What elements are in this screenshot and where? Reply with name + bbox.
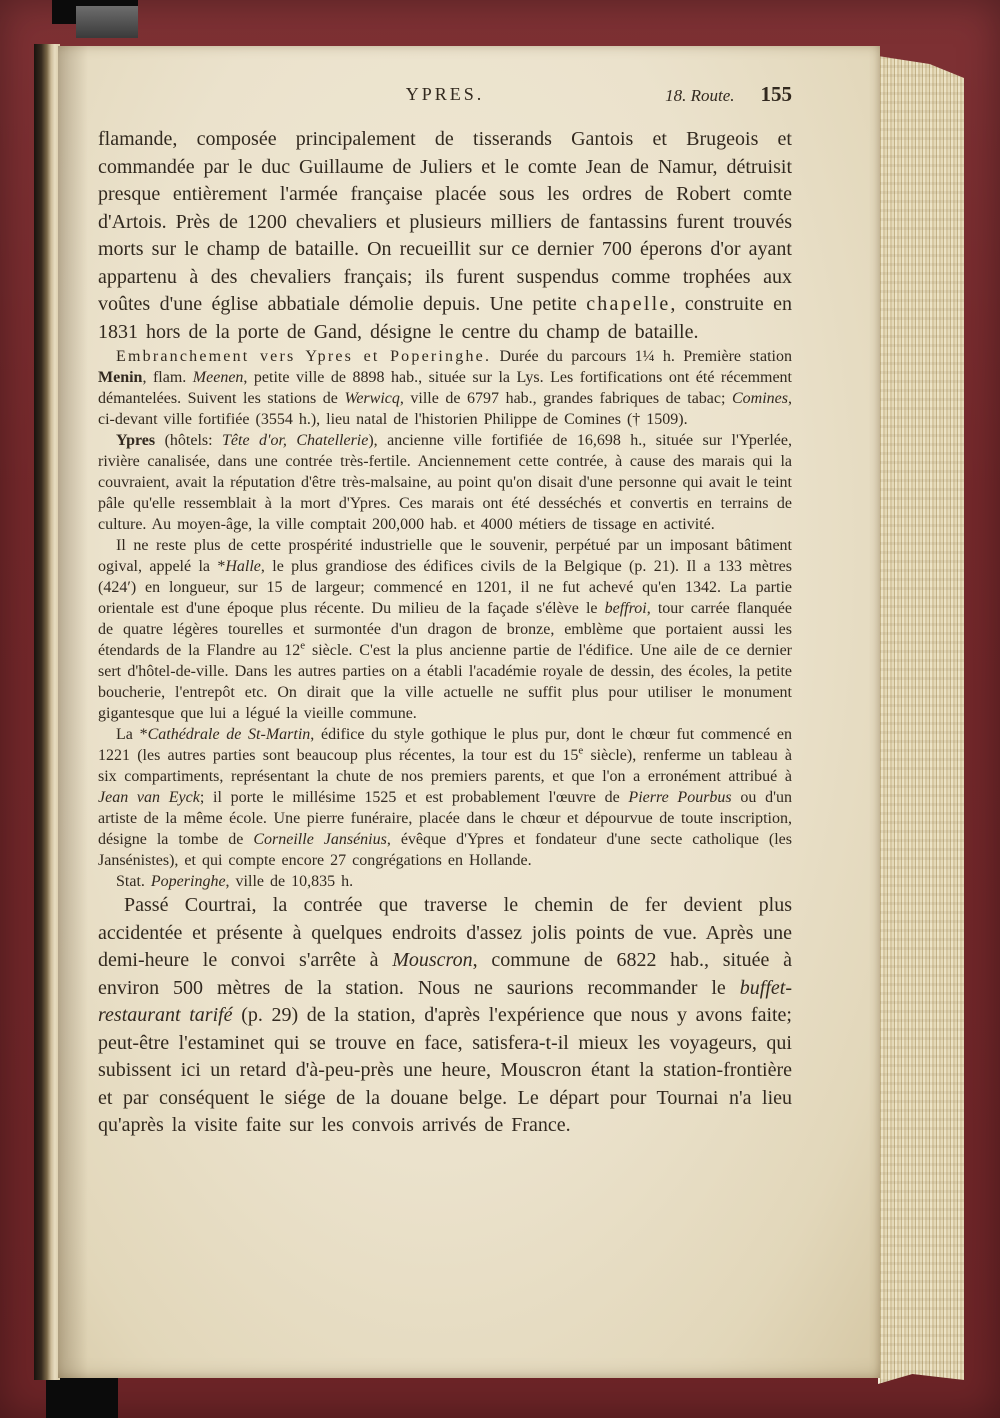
text-segment: , ville de 6797 hab., grandes fabriques de tabac; — [399, 390, 732, 407]
text-segment: Werwicq — [344, 390, 400, 407]
text-segment: Tête d'or, Chatellerie — [222, 432, 369, 449]
paragraph — [98, 535, 792, 724]
text-segment: flamande, composée principalement de tisserands Gantois et Brugeois et commandée par le duc Guillaume de Juliers et le comte Jean de Namur, détruisit presque entièrement l'armée française placée sous les ordres de Robert comte d'Artois. Près de 1200 chevaliers et plusieurs milliers de fantassins furent trouvés morts sur le champ de bataille. On recueillit sur ce dernier 700 éperons d'or ayant appartenu à des chevaliers français; ils furent suspendus comme trophées aux voûtes d'une église abbatiale démolie depuis. Une petite — [98, 128, 792, 315]
text-segment: ), ancienne ville fortifiée de 16,698 h., située sur l'Yperlée, rivière canalisée, dans une contrée très-fertile. Anciennement cette contrée, à cause des marais qui la couvraient, avait la réputation d'être très-malsaine, au point qu'on disait d'une personne qui avait le teint pâle qu'elle ressemblait à la mort d'Ypres. Ces marais ont été desséchés et convertis en terrains de culture. Au moyen-âge, la ville comptait 200,000 hab. et 4000 métiers de tissage en activité. — [98, 432, 793, 533]
text-segment: (p. 29) de la station, d'après l'expérience que nous y avons faite; peut-être l'estaminet qui se trouve en face, satisfera-t-il mieux les voyageurs, qui subissent ici un retard d'à-peu-près une heure, Mouscron étant la station-frontière et par conséquent le siége de la douane belge. Le départ pour Tournai n'a lieu qu'après la visite faite sur les convois arrivés de France. — [98, 1004, 792, 1136]
paragraph — [98, 430, 792, 535]
text-segment: , ci-devant ville fortifiée (3554 h.), lieu natal de l'historien Philippe de Comines († 1509). — [98, 390, 792, 428]
text-segment: , ville de 10,835 h. — [225, 873, 354, 890]
text-segment: Pierre Pourbus — [628, 789, 732, 806]
text-segment: , commune de 6822 hab., située à environ 500 mètres de la station. Nous ne saurions recommander le — [98, 949, 792, 999]
text-segment: Ypres — [116, 432, 156, 449]
text-segment: Menin — [98, 369, 143, 386]
page-header-right — [665, 82, 792, 107]
text-segment: siècle), renferme un tableau à six compartiments, représentant la chute de nos premiers parents, et que l'on a erronément attribué à — [98, 747, 792, 785]
paragraph — [98, 724, 792, 871]
page-number: 155 — [760, 82, 792, 106]
text-segment: e — [300, 639, 306, 652]
text-segment: e — [578, 744, 584, 757]
text-segment: , construite en 1831 hors de la porte de Gand, désigne le centre du champ de bataille. — [98, 293, 792, 343]
text-segment: , flam. — [142, 369, 193, 386]
text-segment: Stat. — [116, 873, 151, 890]
text-segment: Comines — [732, 390, 788, 407]
text-segment: Embranchement vers Ypres et Poperinghe. — [116, 348, 492, 365]
page-edges-stack — [878, 56, 964, 1384]
page-content — [58, 46, 880, 1378]
paragraph — [98, 346, 792, 430]
page-header — [98, 84, 792, 114]
paragraph — [98, 892, 792, 1140]
text-segment: Il ne reste plus de cette prospérité industrielle que le souvenir, perpétué par un imposant bâtiment ogival, appelé la * — [98, 537, 792, 575]
text-segment: Passé Courtrai, la contrée que traverse le chemin de fer devient plus accidentée et présente à quelques endroits d'assez jolis points de vue. Après une demi-heure le convoi s'arrête à — [98, 894, 792, 971]
text-segment: , petite ville de 8898 hab., située sur la Lys. Les fortifications ont été récemment démantelées. Suivent les stations de — [98, 369, 793, 407]
text-segment: , le plus grandiose des édifices civils de la Belgique (p. 21). Il a 133 mètres (424′) en longueur, sur 15 de largeur; commencé en 1201, il ne fut achevé qu'en 1342. La partie orientale est d'une époque plus récente. Du milieu de la façade s'élève le — [98, 558, 792, 617]
text-segment: Halle — [225, 558, 261, 575]
text-segment: Jean van Eyck — [98, 789, 200, 806]
book-page — [58, 46, 880, 1378]
text-segment: , tour carrée flanquée de quatre légères tourelles et surmontée d'un dragon de bronze, emblème que portaient aussi les étendards de la Flandre au 12 — [98, 600, 792, 659]
text-segment: , évêque d'Ypres et fondateur d'une secte catholique (les Jansénistes), et qui compte encore 27 congrégations en Hollande. — [98, 831, 793, 869]
page-text — [98, 126, 792, 1140]
photo-background-corner — [76, 6, 138, 38]
text-segment: , édifice du style gothique le plus pur, dont le chœur fut commencé en 1221 (les autres parties sont beaucoup plus récentes, la tour est du 15 — [98, 726, 793, 764]
page-header-title: YPRES. — [405, 84, 485, 104]
text-segment: Mouscron — [392, 949, 473, 971]
route-label: 18. Route. — [665, 86, 735, 105]
text-segment: Cathédrale de St-Martin — [147, 726, 311, 743]
text-segment: ou d'un artiste de la même école. Une pierre funéraire, placée dans le chœur et dépourvue de toute inscription, désigne la tombe de — [98, 789, 793, 848]
text-segment: buffet-restaurant tarifé — [98, 976, 792, 1026]
text-segment: Meenen — [192, 369, 244, 386]
text-segment: La * — [116, 726, 148, 743]
text-segment: (hôtels: — [155, 432, 223, 449]
paragraph — [98, 871, 792, 892]
text-segment: Corneille Jansénius — [253, 831, 387, 848]
page-binding-gutter — [34, 44, 60, 1380]
text-segment: beffroi — [604, 600, 647, 617]
text-segment: chapelle — [586, 293, 671, 315]
text-segment: Poperinghe — [150, 873, 226, 890]
paragraph — [98, 126, 792, 346]
text-segment: siècle. C'est la plus ancienne partie de l'édifice. Une aile de ce dernier sert d'hôtel-de-ville. Dans les autres parties on a établi l'académie royale de dessin, des écoles, la petite boucherie, l'entrepôt etc. On dirait que la ville actuelle ne suffit plus pour utiliser le monument gigantesque que lui a légué la vieille commune. — [98, 642, 792, 722]
text-segment: Durée du parcours 1¼ h. Première station — [491, 348, 792, 365]
text-segment: ; il porte le millésime 1525 et est probablement l'œuvre de — [199, 789, 629, 806]
